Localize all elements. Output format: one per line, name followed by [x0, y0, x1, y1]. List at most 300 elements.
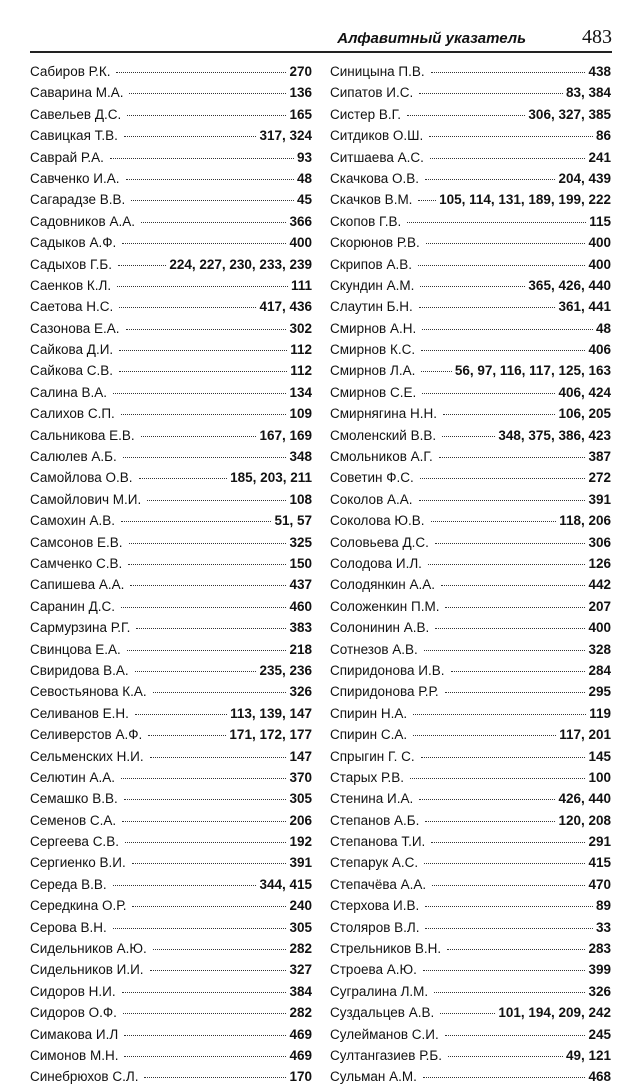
index-entry: [30, 257, 312, 278]
author-name: Стрельников В.Н.: [330, 941, 442, 957]
page-references: 48: [296, 170, 312, 186]
dot-leader: [119, 350, 287, 351]
index-entry: [330, 727, 611, 748]
page-references: 101, 194, 209, 242: [498, 1005, 611, 1021]
dot-leader: [430, 158, 586, 159]
author-name: Сапишева А.А.: [30, 577, 125, 593]
index-entry: [330, 813, 611, 834]
author-name: Степанов А.Б.: [330, 812, 420, 828]
author-name: Саранин Д.С.: [30, 598, 116, 614]
page-references: 100: [588, 769, 611, 785]
page-references: 117, 201: [559, 727, 611, 743]
index-entry: [30, 791, 312, 812]
page-references: 370: [289, 769, 312, 785]
author-name: Солодянкин А.А.: [330, 577, 436, 593]
dot-leader: [419, 93, 563, 94]
index-entry: [30, 192, 312, 213]
author-name: Сулейманов С.И.: [330, 1026, 439, 1042]
author-name: Сергиенко В.И.: [30, 855, 126, 871]
author-name: Саварина М.А.: [30, 85, 124, 101]
dot-leader: [424, 863, 585, 864]
index-entry: [30, 770, 312, 791]
page-references: 391: [588, 491, 611, 507]
index-entry: [30, 706, 312, 727]
dot-leader: [122, 821, 286, 822]
dot-leader: [125, 842, 287, 843]
dot-leader: [131, 200, 294, 201]
index-entry: [30, 171, 312, 192]
index-entry: [330, 470, 611, 491]
author-name: Стерхова И.В.: [330, 898, 420, 914]
index-entry: [330, 171, 611, 192]
index-entry: [330, 150, 611, 171]
author-name: Систер В.Г.: [330, 106, 402, 122]
dot-leader: [421, 371, 452, 372]
dot-leader: [124, 136, 257, 137]
page-references: 400: [289, 235, 312, 251]
dot-leader: [423, 970, 586, 971]
page-references: 361, 441: [558, 299, 611, 315]
index-entry: [30, 920, 312, 941]
index-entry: [330, 962, 611, 983]
index-entry: [330, 642, 611, 663]
index-entry: [330, 620, 611, 641]
dot-leader: [445, 1035, 586, 1036]
dot-leader: [132, 863, 287, 864]
dot-leader: [407, 222, 586, 223]
index-column-left: [30, 64, 312, 1091]
index-entry: [30, 492, 312, 513]
page-references: 426, 440: [558, 791, 611, 807]
index-entry: [330, 385, 611, 406]
author-name: Салина В.А.: [30, 384, 108, 400]
dot-leader: [413, 714, 586, 715]
index-entry: [330, 941, 611, 962]
author-name: Султангазиев Р.Б.: [330, 1047, 443, 1063]
page-references: 302: [289, 320, 312, 336]
author-name: Симонов М.Н.: [30, 1047, 119, 1063]
index-entry: [330, 492, 611, 513]
page-references: 93: [296, 149, 312, 165]
dot-leader: [443, 414, 555, 415]
page-references: 126: [588, 555, 611, 571]
author-name: Скундин А.М.: [330, 277, 415, 293]
page-references: 86: [595, 128, 611, 144]
index-entry: [330, 599, 611, 620]
index-entry: [330, 1069, 611, 1090]
dot-leader: [425, 821, 555, 822]
dot-leader: [121, 778, 287, 779]
page-references: 406, 424: [558, 384, 611, 400]
dot-leader: [431, 842, 585, 843]
page-references: 325: [289, 534, 312, 550]
author-name: Солонинин А.В.: [330, 620, 430, 636]
index-entry: [30, 898, 312, 919]
author-name: Серова В.Н.: [30, 919, 107, 935]
index-entry: [30, 342, 312, 363]
page-references: 469: [289, 1047, 312, 1063]
author-name: Спиридонова Р.Р.: [330, 684, 439, 700]
page-references: 145: [588, 748, 611, 764]
author-name: Свинцова Е.А.: [30, 641, 121, 657]
page-references: 106, 205: [558, 406, 611, 422]
author-name: Слаутин Б.Н.: [330, 299, 413, 315]
index-column-right: [330, 64, 611, 1091]
dot-leader: [429, 136, 593, 137]
author-name: Середа В.В.: [30, 876, 107, 892]
page-references: 206: [289, 812, 312, 828]
page-references: 118, 206: [559, 513, 611, 529]
page-references: 207: [588, 598, 611, 614]
dot-leader: [119, 307, 256, 308]
index-entry: [330, 342, 611, 363]
page-references: 171, 172, 177: [229, 727, 312, 743]
dot-leader: [431, 72, 586, 73]
page-references: 283: [588, 941, 611, 957]
dot-leader: [147, 500, 286, 501]
page-references: 326: [289, 684, 312, 700]
dot-leader: [419, 799, 555, 800]
running-header: [30, 26, 612, 50]
dot-leader: [435, 543, 586, 544]
page-references: 326: [588, 983, 611, 999]
index-entry: [30, 449, 312, 470]
dot-leader: [410, 778, 586, 779]
dot-leader: [124, 1056, 286, 1057]
page-references: 305: [289, 791, 312, 807]
index-entry: [330, 577, 611, 598]
page-references: 218: [289, 641, 312, 657]
author-name: Сидельников А.Ю.: [30, 941, 147, 957]
index-entry: [330, 513, 611, 534]
author-name: Ситшаева А.С.: [330, 149, 424, 165]
dot-leader: [113, 928, 287, 929]
page-references: 327: [289, 962, 312, 978]
dot-leader: [425, 179, 555, 180]
author-name: Саенков К.Л.: [30, 277, 112, 293]
dot-leader: [413, 735, 556, 736]
author-name: Смирнов К.С.: [330, 342, 416, 358]
dot-leader: [126, 179, 294, 180]
page-references: 282: [289, 941, 312, 957]
dot-leader: [123, 1013, 287, 1014]
author-name: Середкина О.Р.: [30, 898, 127, 914]
page-references: 115: [589, 213, 611, 229]
page-number: 483: [582, 26, 612, 48]
index-entry: [30, 107, 312, 128]
dot-leader: [421, 350, 585, 351]
page-references: 192: [289, 834, 312, 850]
author-name: Сармурзина Р.Г.: [30, 620, 131, 636]
author-name: Селиверстов А.Ф.: [30, 727, 143, 743]
author-name: Самохин А.В.: [30, 513, 116, 529]
page-references: 108: [289, 491, 312, 507]
dot-leader: [110, 158, 294, 159]
author-name: Сульман А.М.: [330, 1069, 417, 1085]
page-references: 49, 121: [565, 1047, 611, 1063]
author-name: Сидоров Н.И.: [30, 983, 116, 999]
author-name: Сотнезов А.В.: [330, 641, 418, 657]
dot-leader: [116, 72, 286, 73]
page-references: 89: [595, 898, 611, 914]
index-entry: [330, 363, 611, 384]
index-entry: [30, 1069, 312, 1090]
index-entry: [30, 599, 312, 620]
index-entry: [30, 877, 312, 898]
index-entry: [330, 1048, 611, 1069]
author-name: Скорюнов Р.В.: [330, 235, 420, 251]
author-name: Степачёва А.А.: [330, 876, 427, 892]
page-references: 438: [588, 64, 611, 79]
index-entry: [330, 855, 611, 876]
dot-leader: [428, 564, 586, 565]
author-name: Степанова Т.И.: [330, 834, 426, 850]
index-entry: [30, 406, 312, 427]
index-entry: [30, 642, 312, 663]
dot-leader: [141, 436, 257, 437]
dot-leader: [127, 650, 287, 651]
author-name: Скачков В.М.: [330, 192, 413, 208]
author-name: Сипатов И.С.: [330, 85, 414, 101]
author-name: Соколов А.А.: [330, 491, 413, 507]
dot-leader: [432, 885, 585, 886]
dot-leader: [421, 757, 586, 758]
index-entry: [330, 535, 611, 556]
dot-leader: [124, 799, 287, 800]
dot-leader: [440, 1013, 495, 1014]
author-name: Сабиров Р.К.: [30, 64, 111, 79]
index-entry: [30, 1005, 312, 1026]
author-name: Скачкова О.В.: [330, 170, 420, 186]
author-name: Скрипов А.В.: [330, 256, 412, 272]
author-name: Суздальцев А.В.: [330, 1005, 435, 1021]
index-entry: [330, 257, 611, 278]
author-name: Смирнягина Н.Н.: [330, 406, 438, 422]
page-references: 51, 57: [274, 513, 312, 529]
index-entry: [30, 1048, 312, 1069]
author-name: Савицкая Т.В.: [30, 128, 118, 144]
author-name: Смоленский В.В.: [330, 427, 437, 443]
index-entry: [30, 85, 312, 106]
page-references: 111: [290, 277, 312, 293]
dot-leader: [121, 521, 271, 522]
dot-leader: [420, 478, 586, 479]
author-name: Савельев Д.С.: [30, 106, 122, 122]
dot-leader: [124, 1035, 286, 1036]
author-name: Спрыгин Г. С.: [330, 748, 415, 764]
dot-leader: [126, 329, 287, 330]
author-name: Садыков А.Ф.: [30, 235, 117, 251]
index-entry: [330, 192, 611, 213]
author-name: Сугралина Л.М.: [330, 983, 429, 999]
page-references: 365, 426, 440: [528, 277, 611, 293]
author-name: Спирин Н.А.: [330, 705, 408, 721]
page-references: 240: [289, 898, 312, 914]
index-entry: [30, 128, 312, 149]
dot-leader: [407, 115, 525, 116]
dot-leader: [122, 243, 286, 244]
page-references: 272: [588, 470, 611, 486]
index-entry: [330, 834, 611, 855]
page-references: 105, 114, 131, 189, 199, 222: [439, 192, 611, 208]
page-references: 291: [588, 834, 611, 850]
dot-leader: [119, 371, 287, 372]
dot-leader: [121, 607, 286, 608]
index-entry: [330, 278, 611, 299]
dot-leader: [435, 628, 585, 629]
author-name: Соколова Ю.В.: [330, 513, 425, 529]
index-entry: [30, 235, 312, 256]
page-references: 384: [289, 983, 312, 999]
author-name: Селютин А.А.: [30, 769, 115, 785]
index-entry: [330, 770, 611, 791]
dot-leader: [150, 757, 287, 758]
author-name: Садыхов Г.Б.: [30, 256, 113, 272]
section-title: Алфавитный указатель: [337, 30, 526, 47]
index-entry: [30, 513, 312, 534]
index-entry: [30, 727, 312, 748]
dot-leader: [127, 115, 286, 116]
author-name: Салюлев А.Б.: [30, 449, 117, 465]
author-name: Смирнов А.Н.: [330, 320, 417, 336]
author-name: Салихов С.П.: [30, 406, 115, 422]
author-name: Солодова И.Л.: [330, 555, 422, 571]
page-references: 306, 327, 385: [528, 106, 611, 122]
index-entry: [330, 898, 611, 919]
dot-leader: [422, 393, 555, 394]
dot-leader: [419, 500, 586, 501]
author-name: Сайкова С.В.: [30, 363, 114, 379]
dot-leader: [434, 992, 585, 993]
page-references: 165: [289, 106, 312, 122]
page-references: 185, 203, 211: [230, 470, 312, 486]
author-name: Спиридонова И.В.: [330, 662, 445, 678]
index-entry: [330, 663, 611, 684]
author-name: Синицына П.В.: [330, 64, 425, 79]
index-entry: [330, 1005, 611, 1026]
author-name: Симакова И.Л: [30, 1026, 119, 1042]
page-references: 241: [588, 149, 611, 165]
dot-leader: [113, 885, 257, 886]
page-references: 112: [290, 363, 312, 379]
index-entry: [30, 834, 312, 855]
dot-leader: [439, 457, 586, 458]
dot-leader: [132, 906, 286, 907]
page-references: 317, 324: [259, 128, 312, 144]
index-entry: [330, 920, 611, 941]
author-name: Соложенкин П.М.: [330, 598, 440, 614]
dot-leader: [451, 671, 586, 672]
author-name: Севостьянова К.А.: [30, 684, 147, 700]
page-references: 415: [588, 855, 611, 871]
page-references: 400: [588, 235, 611, 251]
author-name: Столяров В.Л.: [330, 919, 420, 935]
dot-leader: [424, 650, 586, 651]
index-entry: [30, 278, 312, 299]
index-entry: [330, 428, 611, 449]
page-references: 400: [588, 256, 611, 272]
author-name: Спирин С.А.: [330, 727, 408, 743]
index-entry: [30, 577, 312, 598]
dot-leader: [129, 93, 286, 94]
author-name: Самойлович М.И.: [30, 491, 142, 507]
page-references: 134: [289, 384, 312, 400]
page-references: 469: [289, 1026, 312, 1042]
index-entry: [330, 984, 611, 1005]
index-entry: [30, 64, 312, 85]
page-references: 109: [289, 406, 312, 422]
dot-leader: [123, 457, 287, 458]
page-references: 460: [289, 598, 312, 614]
page-references: 387: [588, 449, 611, 465]
index-entry: [330, 706, 611, 727]
dot-leader: [117, 286, 288, 287]
author-name: Сельменских Н.И.: [30, 748, 144, 764]
author-name: Сидоров О.Ф.: [30, 1005, 117, 1021]
page-references: 33: [595, 919, 611, 935]
dot-leader: [431, 521, 557, 522]
index-entry: [30, 470, 312, 491]
author-name: Селиванов Е.Н.: [30, 705, 129, 721]
index-entry: [30, 363, 312, 384]
index-entry: [330, 321, 611, 342]
page-references: 83, 384: [565, 85, 611, 101]
index-entry: [30, 385, 312, 406]
dot-leader: [135, 671, 257, 672]
index-entry: [30, 1027, 312, 1048]
index-entry: [30, 150, 312, 171]
index-entry: [30, 663, 312, 684]
dot-leader: [445, 692, 586, 693]
page-references: 224, 227, 230, 233, 239: [169, 256, 312, 272]
author-name: Сергеева С.В.: [30, 834, 119, 850]
author-name: Садовников А.А.: [30, 213, 135, 229]
dot-leader: [148, 735, 226, 736]
author-name: Сагарадзе В.В.: [30, 192, 126, 208]
dot-leader: [135, 714, 227, 715]
dot-leader: [441, 585, 585, 586]
page-references: 167, 169: [259, 427, 312, 443]
page-references: 150: [289, 555, 312, 571]
page-references: 417, 436: [259, 299, 312, 315]
page-references: 348, 375, 386, 423: [498, 427, 611, 443]
author-name: Семенов С.А.: [30, 812, 117, 828]
dot-leader: [113, 393, 286, 394]
dot-leader: [420, 286, 525, 287]
index-entry: [330, 299, 611, 320]
author-name: Сайкова Д.И.: [30, 342, 114, 358]
author-name: Соловьева Д.С.: [330, 534, 429, 550]
page-references: 306: [588, 534, 611, 550]
dot-leader: [419, 307, 556, 308]
author-name: Савченко И.А.: [30, 170, 120, 186]
author-name: Степарук А.С.: [330, 855, 419, 871]
index-entry: [30, 321, 312, 342]
index-entry: [330, 1027, 611, 1048]
index-entry: [30, 749, 312, 770]
dot-leader: [153, 692, 287, 693]
author-name: Синебрюхов С.Л.: [30, 1069, 139, 1085]
page-references: 437: [289, 577, 312, 593]
dot-leader: [422, 329, 593, 330]
dot-leader: [139, 478, 228, 479]
page-references: 295: [588, 684, 611, 700]
author-name: Смольников А.Г.: [330, 449, 433, 465]
index-entry: [330, 449, 611, 470]
page-references: 120, 208: [558, 812, 611, 828]
index-entry: [30, 984, 312, 1005]
index-entry: [30, 941, 312, 962]
